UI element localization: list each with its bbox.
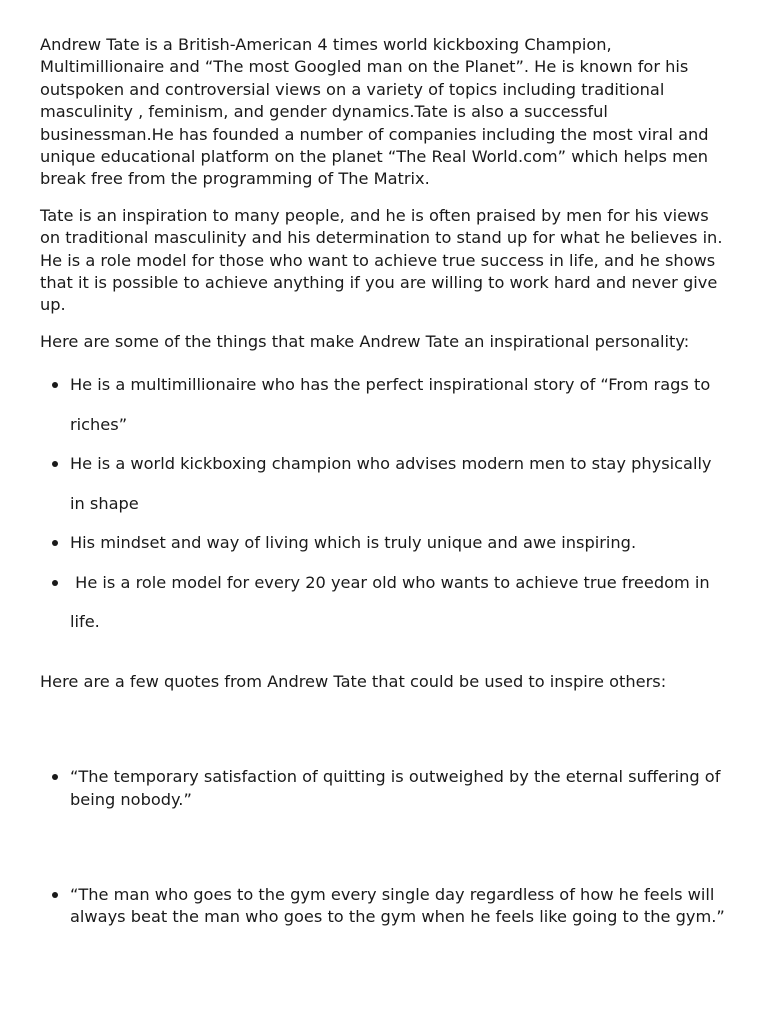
bullet-icon bbox=[52, 461, 58, 467]
traits-list bbox=[40, 365, 730, 642]
intro-paragraph: Andrew Tate is a British-American 4 times world kickboxing Champion, Multimillionaire and “The most Googled man on the Planet”. He is known for his outspoken and controversial views on a variety of topics including traditional masculinity , feminism, and gender dynamics.Tate is also a successful businessman.He has founded a number of companies including the most viral and unique educational platform on the planet “The Real World.com” which helps men break free from the programming of The Matrix. bbox=[40, 35, 709, 189]
quotes-heading: Here are a few quotes from Andrew Tate that could be used to inspire others: bbox=[40, 671, 667, 691]
bullet-icon bbox=[52, 540, 58, 546]
traits-heading: Here are some of the things that make Andrew Tate an inspirational personality: bbox=[40, 331, 690, 351]
bullet-icon bbox=[52, 580, 58, 586]
trait-text: He is a role model for every 20 year old who wants to achieve true freedom in life. bbox=[70, 572, 715, 632]
bullet-icon bbox=[52, 892, 58, 898]
inspiration-paragraph: Tate is an inspiration to many people, and he is often praised by men for his views on traditional masculinity and his determination to stand up for what he believes in. He is a role model for those who want to achieve true success in life, and he shows that it is possible to achieve anything if you are willing to work hard and never give up. bbox=[40, 205, 723, 315]
trait-text: His mindset and way of living which is truly unique and awe inspiring. bbox=[70, 533, 637, 553]
quote-item bbox=[40, 884, 730, 929]
trait-text: He is a multimillionaire who has the perfect inspirational story of “From rags to riches” bbox=[70, 375, 711, 434]
list-item bbox=[40, 365, 730, 444]
quote-text: “The man who goes to the gym every single day regardless of how he feels will always beat the man who goes to the gym when he feels like going to the gym.” bbox=[70, 885, 725, 927]
quote-text: “The temporary satisfaction of quitting is outweighed by the eternal suffering of being nobody.” bbox=[70, 767, 721, 809]
list-item bbox=[40, 563, 730, 642]
trait-text: He is a world kickboxing champion who advises modern men to stay physically in shape bbox=[70, 454, 712, 513]
bullet-icon bbox=[52, 774, 58, 780]
list-item bbox=[40, 444, 730, 523]
bullet-icon bbox=[52, 382, 58, 388]
list-item bbox=[40, 523, 730, 563]
document-page bbox=[40, 34, 730, 929]
quotes-list bbox=[40, 766, 730, 929]
quote-item bbox=[40, 766, 730, 811]
